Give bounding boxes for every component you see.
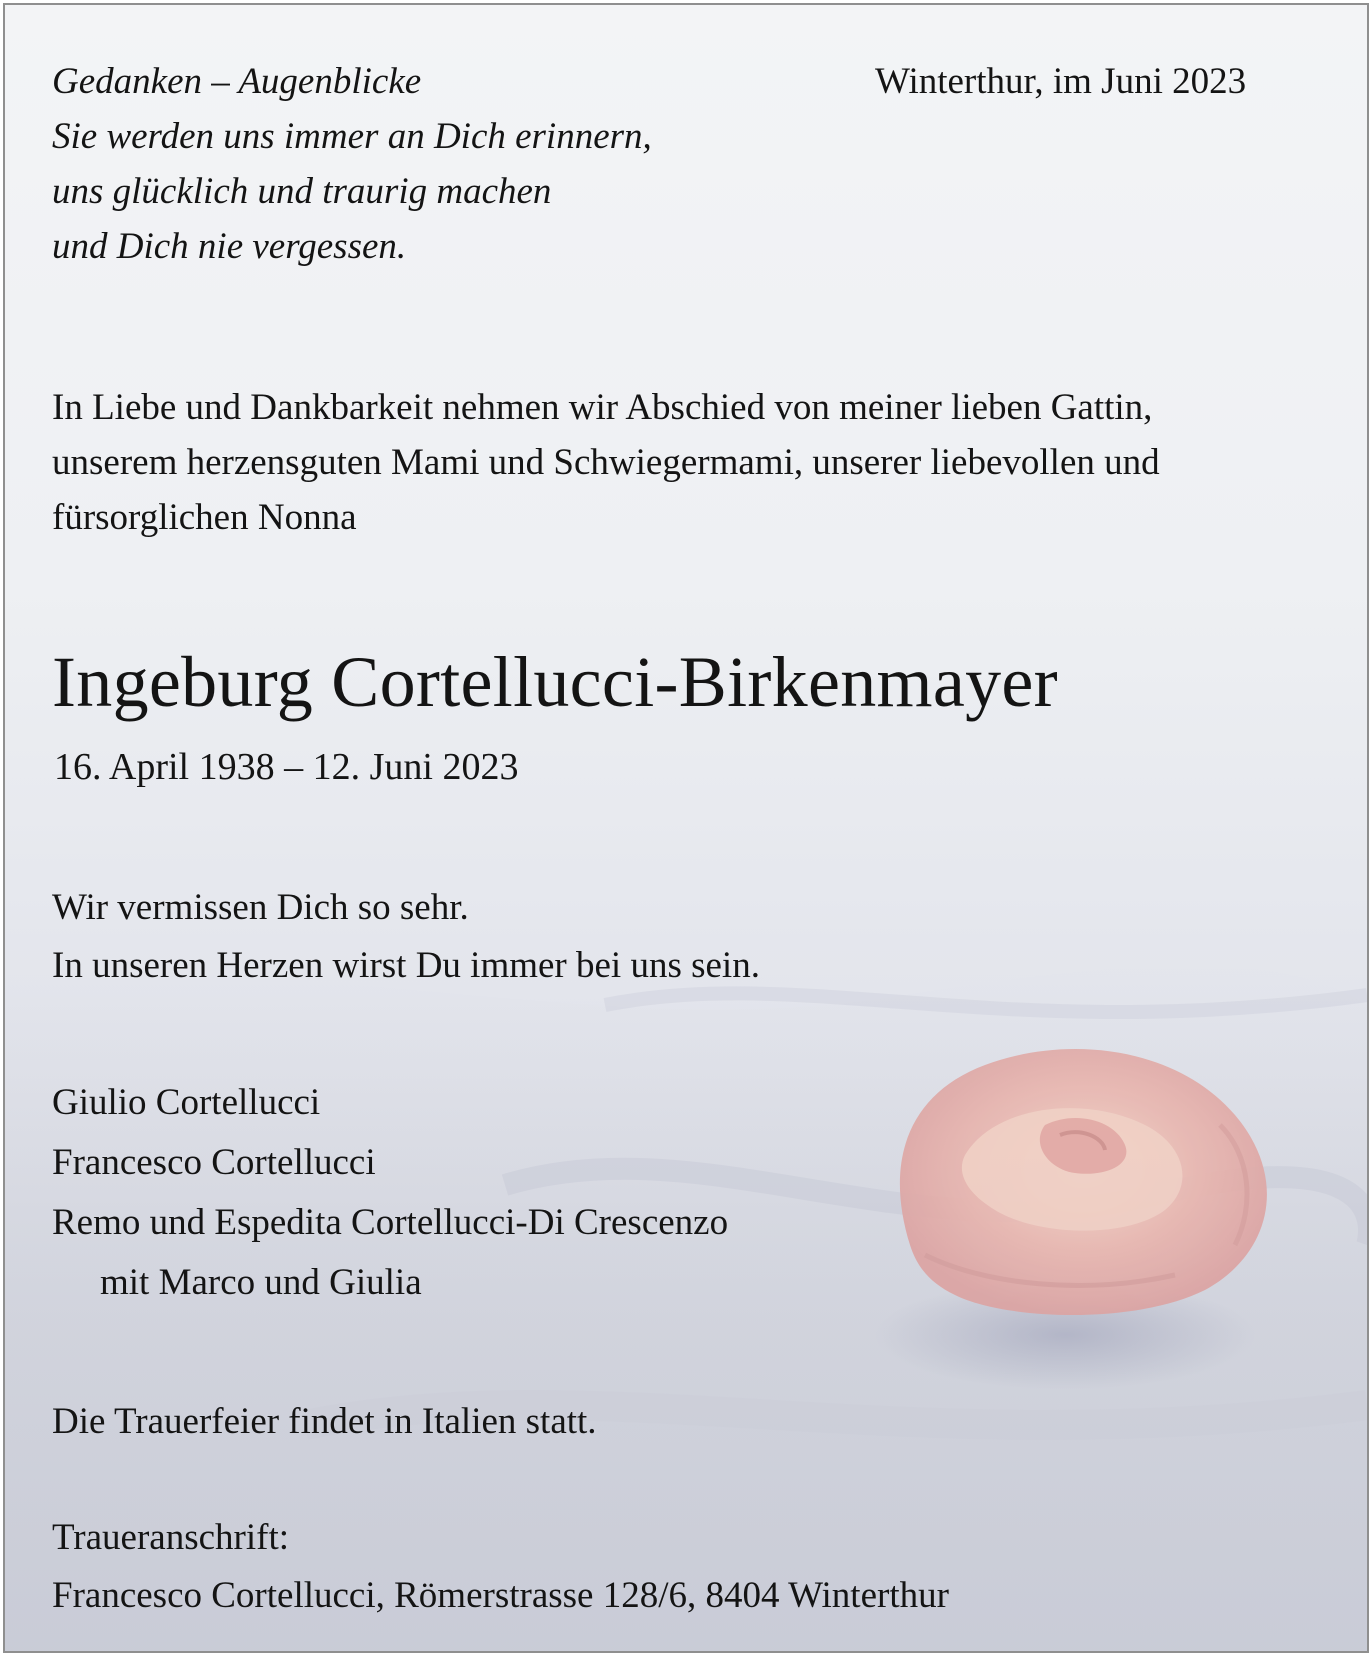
family-member: Remo und Espedita Cortellucci-Di Crescenzo bbox=[52, 1202, 729, 1243]
family-member: Giulio Cortellucci bbox=[52, 1082, 321, 1123]
place-date: Winterthur, im Juni 2023 bbox=[875, 61, 1247, 102]
address-label: Traueranschrift: bbox=[52, 1517, 290, 1558]
poem-line: und Dich nie vergessen. bbox=[52, 226, 407, 267]
intro-line: fürsorglichen Nonna bbox=[52, 497, 357, 538]
closing-line: Wir vermissen Dich so sehr. bbox=[52, 887, 469, 928]
funeral-note: Die Trauerfeier findet in Italien statt. bbox=[52, 1401, 597, 1442]
address-value: Francesco Cortellucci, Römerstrasse 128/6, 8404 Winterthur bbox=[52, 1575, 949, 1616]
obituary-card bbox=[3, 3, 1369, 1653]
poem-line: uns glücklich und traurig machen bbox=[52, 171, 552, 212]
family-member: mit Marco und Giulia bbox=[100, 1262, 422, 1303]
intro-line: unserem herzensguten Mami und Schwiegermami, unserer liebevollen und bbox=[52, 442, 1160, 483]
closing-lines bbox=[52, 879, 760, 995]
family-list bbox=[52, 1073, 728, 1313]
intro-paragraph bbox=[52, 380, 1160, 545]
poem-block bbox=[52, 54, 652, 274]
mourning-address bbox=[52, 1509, 949, 1625]
closing-line: In unseren Herzen wirst Du immer bei uns sein. bbox=[52, 945, 760, 986]
deceased-name: Ingeburg Cortellucci-Birkenmayer bbox=[52, 642, 1058, 722]
life-dates: 16. April 1938 – 12. Juni 2023 bbox=[54, 746, 519, 788]
poem-line: Sie werden uns immer an Dich erinnern, bbox=[52, 116, 652, 157]
family-member: Francesco Cortellucci bbox=[52, 1142, 376, 1183]
poem-line: Gedanken – Augenblicke bbox=[52, 61, 422, 102]
intro-line: In Liebe und Dankbarkeit nehmen wir Abschied von meiner lieben Gattin, bbox=[52, 387, 1153, 428]
